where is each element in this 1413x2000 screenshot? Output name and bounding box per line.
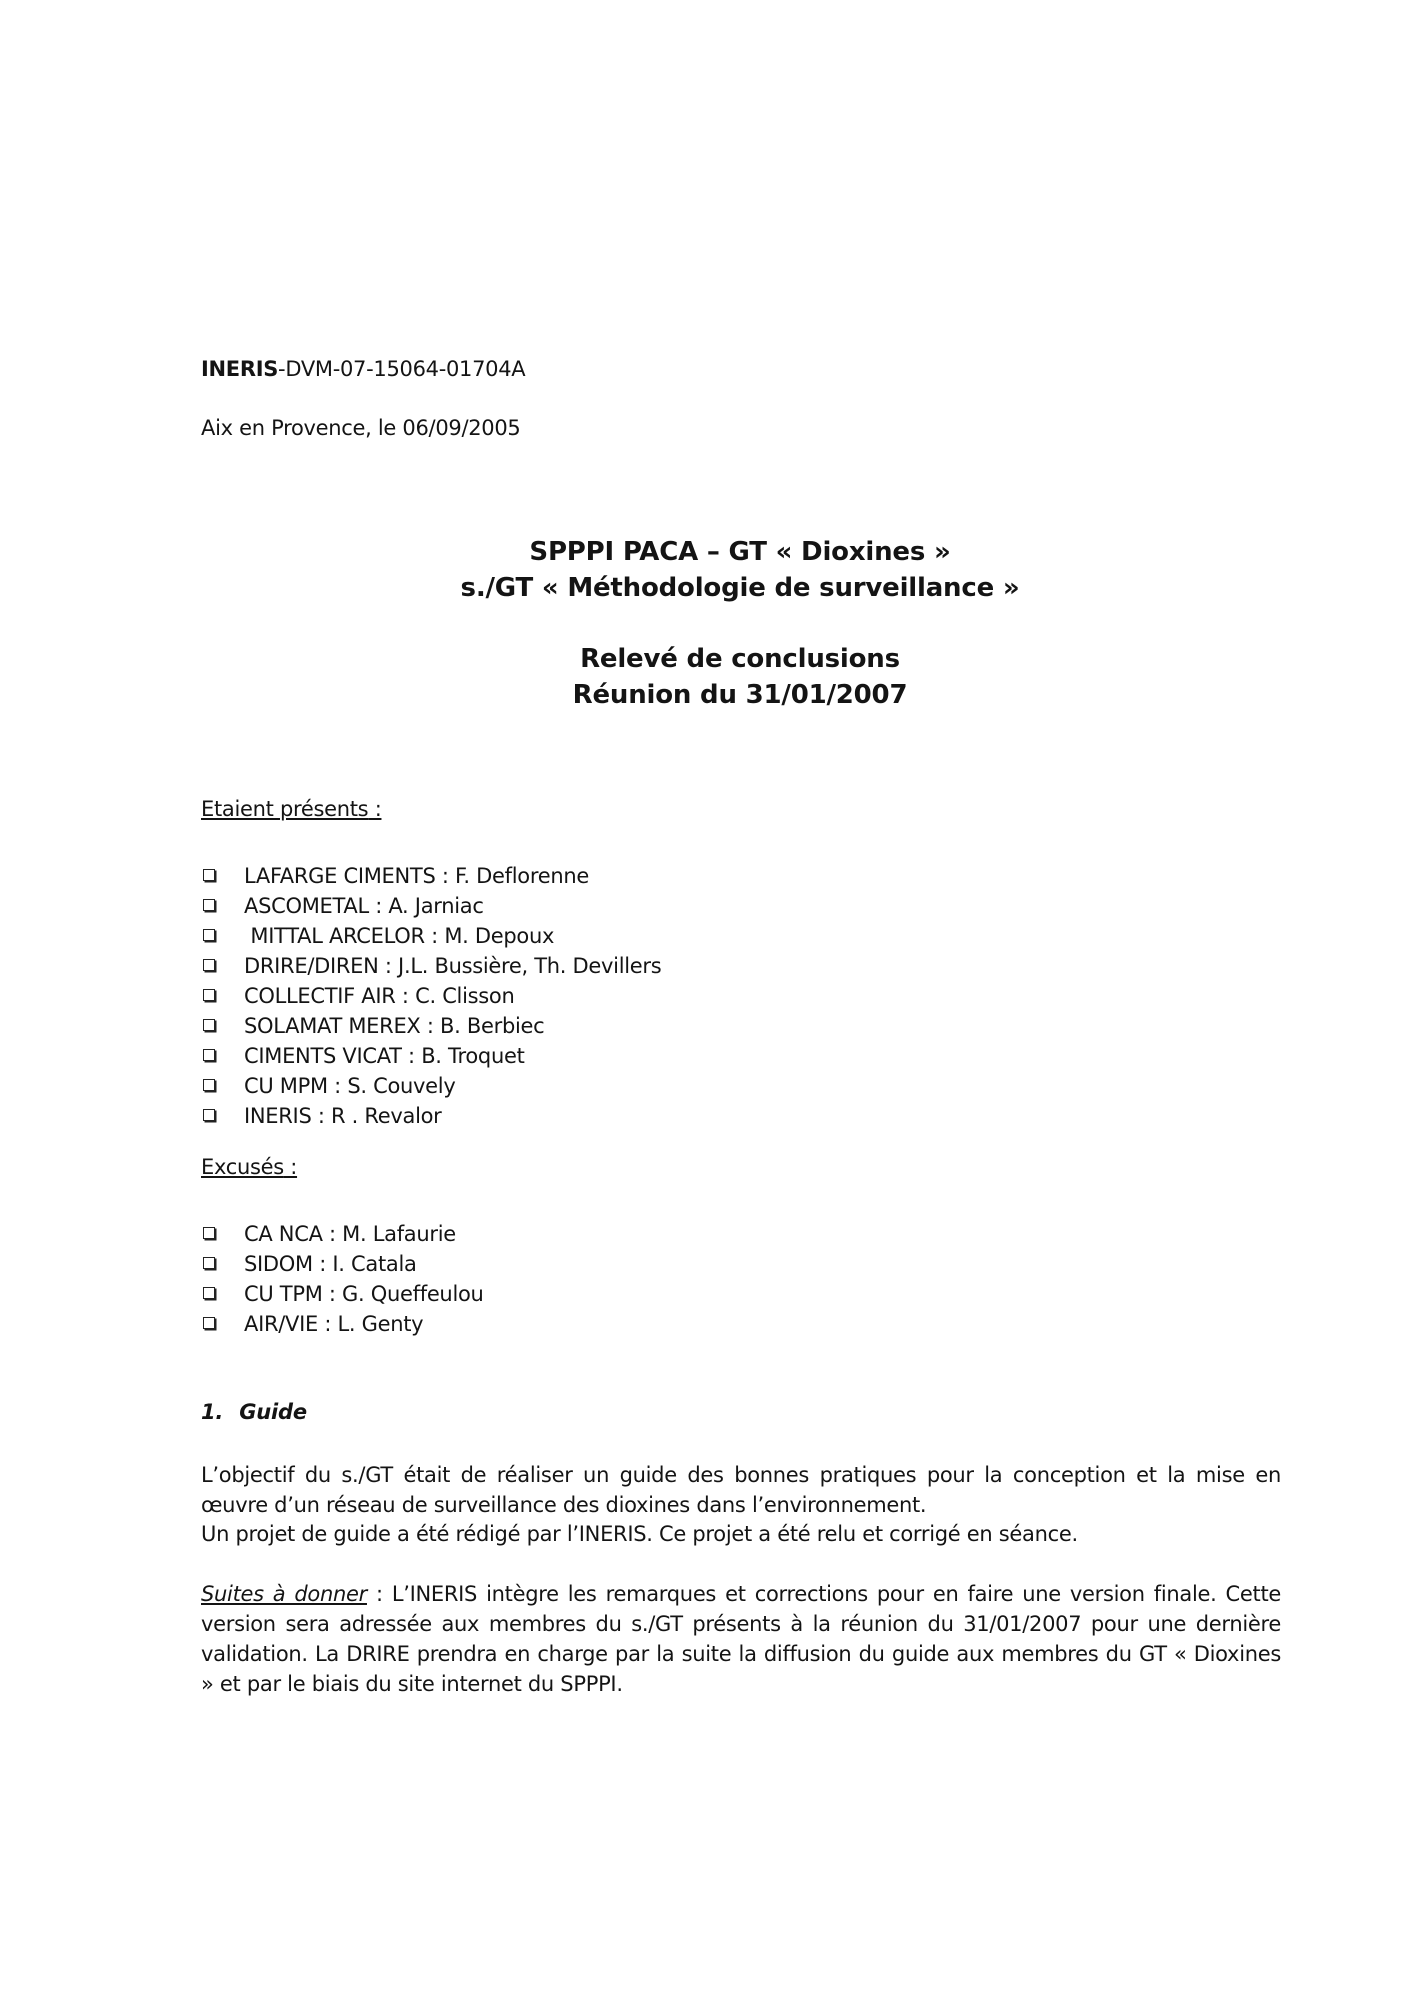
- place-and-date: Aix en Provence, le 06/09/2005: [201, 416, 521, 440]
- title-line-4: Réunion du 31/01/2007: [572, 680, 908, 710]
- present-item-text: INERIS : R . Revalor: [244, 1104, 442, 1128]
- present-list-item: [201, 951, 661, 981]
- present-label: Etaient présents: [201, 797, 369, 821]
- title-line-1: SPPPI PACA – GT « Dioxines »: [529, 537, 951, 567]
- section-1-paragraph-1: L’objectif du s./GT était de réaliser un guide des bonnes pratiques pour la conception et la mise en œuvre d’un réseau de surveillance des dioxines dans l’environnement.: [201, 1463, 1281, 1517]
- checkbox-bullet-icon: [203, 1079, 215, 1091]
- checkbox-bullet-icon: [203, 869, 215, 881]
- excused-item-text: SIDOM : I. Catala: [244, 1252, 417, 1276]
- section-1-number: 1.: [201, 1400, 224, 1424]
- title-group-2: [340, 641, 1140, 713]
- followup-text: : L’INERIS intègre les remarques et corrections pour en faire une version finale. Cette version sera adressée aux membres du s./GT présents à la réunion du 31/01/2007 pour une dernière validation. La DRIRE prendra en charge par la suite la diffusion du guide aux membres du GT « Dioxines » et par le biais du site internet du SPPPI.: [201, 1582, 1282, 1696]
- checkbox-bullet-icon: [203, 899, 215, 911]
- present-list-item: [201, 921, 661, 951]
- present-list-item: [201, 981, 661, 1011]
- checkbox-bullet-icon: [203, 1019, 215, 1031]
- excused-list-item: [201, 1249, 484, 1279]
- present-list: [201, 861, 661, 1131]
- excused-label: Excusés: [201, 1155, 284, 1179]
- present-list-item: [201, 891, 661, 921]
- section-1-followup: [201, 1579, 1281, 1699]
- title-group-1: [340, 534, 1140, 606]
- reference-code: -DVM-07-15064-01704A: [278, 357, 526, 381]
- excused-item-text: AIR/VIE : L. Genty: [244, 1312, 424, 1336]
- present-list-item: [201, 1071, 661, 1101]
- present-list-item: [201, 1041, 661, 1071]
- checkbox-bullet-icon: [203, 1287, 215, 1299]
- present-item-text: MITTAL ARCELOR : M. Depoux: [244, 924, 555, 948]
- excused-list-item: [201, 1279, 484, 1309]
- present-item-text: CU MPM : S. Couvely: [244, 1074, 456, 1098]
- excused-colon: :: [283, 1155, 298, 1179]
- excused-list-item: [201, 1309, 484, 1339]
- reference-organization: INERIS: [201, 357, 279, 381]
- section-1-paragraph-2: Un projet de guide a été rédigé par l’INERIS. Ce projet a été relu et corrigé en séance.: [201, 1522, 1078, 1546]
- checkbox-bullet-icon: [203, 989, 215, 1001]
- section-1-heading: [201, 1400, 307, 1424]
- present-item-text: SOLAMAT MEREX : B. Berbiec: [244, 1014, 545, 1038]
- checkbox-bullet-icon: [203, 1109, 215, 1121]
- title-line-3: Relevé de conclusions: [580, 644, 900, 674]
- present-item-text: DRIRE/DIREN : J.L. Bussière, Th. Devillers: [244, 954, 662, 978]
- present-list-item: [201, 1101, 661, 1131]
- checkbox-bullet-icon: [203, 1257, 215, 1269]
- excused-list-item: [201, 1219, 484, 1249]
- checkbox-bullet-icon: [203, 1227, 215, 1239]
- checkbox-bullet-icon: [203, 1049, 215, 1061]
- present-heading: [201, 797, 381, 821]
- followup-label: Suites à donner: [201, 1582, 367, 1606]
- present-item-text: CIMENTS VICAT : B. Troquet: [244, 1044, 525, 1068]
- present-item-text: COLLECTIF AIR : C. Clisson: [244, 984, 515, 1008]
- excused-item-text: CA NCA : M. Lafaurie: [244, 1222, 456, 1246]
- checkbox-bullet-icon: [203, 959, 215, 971]
- document-reference: [201, 357, 525, 381]
- checkbox-bullet-icon: [203, 929, 215, 941]
- present-item-text: LAFARGE CIMENTS : F. Deflorenne: [244, 864, 589, 888]
- excused-heading: [201, 1155, 297, 1179]
- title-line-2: s./GT « Méthodologie de surveillance »: [460, 573, 1020, 603]
- checkbox-bullet-icon: [203, 1317, 215, 1329]
- section-1-title: Guide: [239, 1400, 307, 1424]
- excused-list: [201, 1219, 484, 1339]
- present-item-text: ASCOMETAL : A. Jarniac: [244, 894, 484, 918]
- present-colon: :: [368, 797, 382, 821]
- excused-item-text: CU TPM : G. Queffeulou: [244, 1282, 484, 1306]
- present-list-item: [201, 861, 661, 891]
- present-list-item: [201, 1011, 661, 1041]
